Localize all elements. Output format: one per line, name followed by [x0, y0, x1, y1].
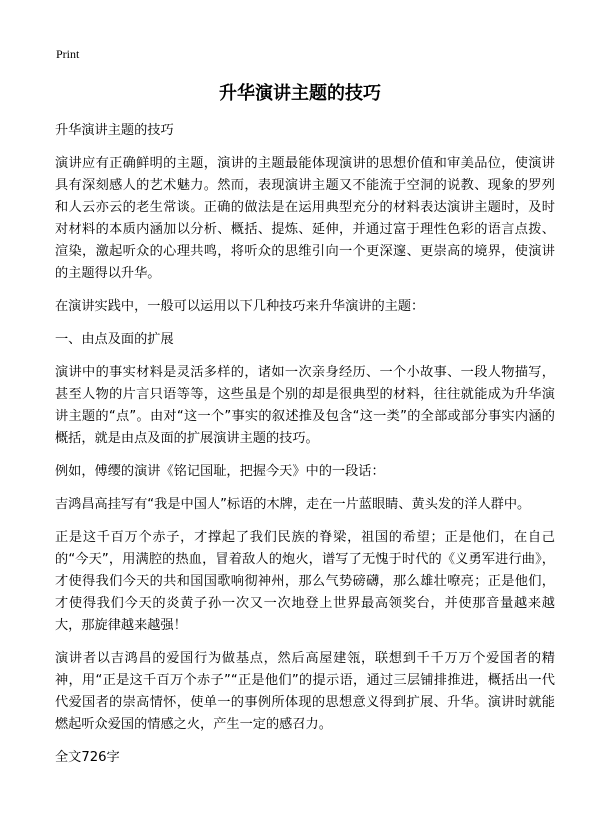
- article-body: [55, 120, 555, 780]
- word-count: 全文726字: [55, 750, 120, 765]
- print-link[interactable]: Print: [56, 47, 80, 61]
- article-subtitle: 升华演讲主题的技巧: [55, 123, 174, 138]
- paragraph-intro: 演讲应有正确鲜明的主题，演讲的主题最能体现演讲的思想价值和审美品位，使演讲具有深刻感人的艺术魅力。然而，表现演讲主题又不能流于空洞的说教、现象的罗列和人云亦云的老生常谈。正确的做法是在运用典型充分的材料表达演讲主题时，及时对材料的本质内涵加以分析、概括、提炼、延伸，并通过富于理性色彩的语言点拨、渲染，激起听众的心理共鸣，将听众的思维引向一个更深邃、更崇高的境界，使演讲的主题得以升华。: [55, 156, 555, 281]
- paragraph-quote-2: 正是这千百万个赤子，才撑起了我们民族的脊梁，祖国的希望；正是他们，在自己的“今天”，用满腔的热血，冒着敌人的炮火，谱写了无愧于时代的《义勇军进行曲》，才使得我们今天的共和国国歌响彻神州，那么气势磅礴，那么雄壮嘹亮；正是他们，才使得我们今天的炎黄子孙一次又一次地登上世界最高领奖台，并使那音量越来越大，那旋律越来越强！: [55, 530, 555, 633]
- paragraph-example-lead: 例如，傅缨的演讲《铭记国耻，把握今天》中的一段话：: [55, 464, 385, 479]
- section-heading: 一、由点及面的扩展: [55, 332, 174, 347]
- paragraph-techniques-lead: 在演讲实践中，一般可以运用以下几种技巧来升华演讲的主题：: [55, 299, 425, 314]
- paragraph-quote-1: 吉鸿昌高挂写有“我是中国人”标语的木牌，走在一片蓝眼睛、黄头发的洋人群中。: [55, 497, 531, 512]
- paragraph-point-to-surface: 演讲中的事实材料是灵活多样的，诸如一次亲身经历、一个小故事、一段人物描写，甚至人物的片言只语等等，这些虽是个别的却是很典型的材料，往往就能成为升华演讲主题的“点”。由对“这一个”事实的叙述推及包含“这一类”的全部或部分事实内涵的概括，就是由点及面的扩展演讲主题的技巧。: [55, 365, 555, 446]
- paragraph-analysis: 演讲者以吉鸿昌的爱国行为做基点，然后高屋建瓴，联想到千千万万个爱国者的精神，用“正是这千百万个赤子”“正是他们”的提示语，通过三层铺排推进，概括出一代代爱国者的崇高情怀，使单一的事例所体现的思想意义得到扩展、升华。演讲时就能燃起听众爱国的情感之火，产生一定的感召力。: [55, 651, 555, 732]
- page-title: 升华演讲主题的技巧: [219, 83, 381, 104]
